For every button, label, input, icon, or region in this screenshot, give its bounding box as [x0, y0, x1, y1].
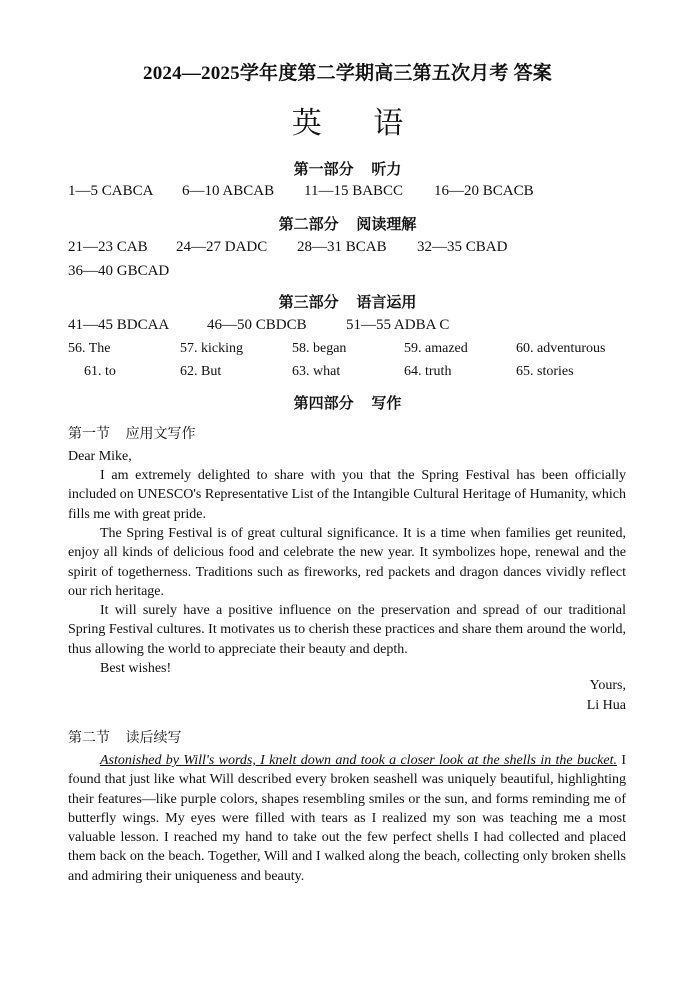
letter-sign-name: Li Hua — [586, 698, 626, 713]
letter-paragraph-3: It will surely have a positive influence on the preservation and spread of our traditional Spring Festival cultures. It motivates us to cherish these practices and share them around the world, thus allowing the world to appreciate their beauty and depth. — [68, 603, 626, 657]
fill-answer: 64. truth — [404, 364, 452, 379]
part4-heading: 第四部分 写作 — [293, 396, 402, 412]
part3-fill-row1 — [68, 341, 605, 357]
part2-answers-row2 — [68, 263, 169, 280]
part2-answers-row1 — [68, 239, 507, 256]
answer-group: 28—31 BCAB — [297, 239, 387, 255]
answer-group: 1—5 CABCA — [68, 183, 154, 199]
fill-answer: 58. began — [292, 341, 347, 356]
fill-answer: 56. The — [68, 341, 111, 356]
section1-label: 第一节 应用文写作 — [68, 427, 196, 442]
part3-fill-row2 — [84, 364, 574, 380]
part2-heading: 第二部分 阅读理解 — [278, 217, 417, 233]
fill-answer: 60. adventurous — [516, 341, 606, 356]
letter-paragraph-2: The Spring Festival is of great cultural significance. It is a time when families get reunited, enjoy all kinds of delicious food and celebrate the new year. It symbolizes hope, renewal and the spirit of togetherness. Traditions such as fireworks, red packets and dragon dances vividly reflect our rich heritage. — [68, 526, 626, 599]
letter-greeting: Dear Mike, — [68, 449, 132, 464]
answer-group: 6—10 ABCAB — [182, 183, 275, 199]
answer-group: 11—15 BABCC — [304, 183, 404, 199]
answer-group: 32—35 CBAD — [417, 239, 508, 255]
answer-group: 21—23 CAB — [68, 239, 148, 255]
section2-label: 第二节 读后续写 — [68, 731, 182, 746]
answer-group: 41—45 BDCAA — [68, 317, 170, 333]
part3-heading: 第三部分 语言运用 — [278, 295, 417, 311]
subject-title: 英 语 — [291, 107, 426, 140]
fill-answer: 59. amazed — [404, 341, 468, 356]
given-opening-sentence: Astonished by Will's words, I knelt down and took a closer look at the shells in the bucket. — [100, 753, 617, 768]
fill-answer: 61. to — [84, 364, 116, 379]
fill-answer: 57. kicking — [180, 341, 243, 356]
part1-heading: 第一部分 听力 — [293, 162, 402, 178]
fill-answer: 63. what — [292, 364, 341, 379]
answer-group: 46—50 CBDCB — [207, 317, 307, 333]
letter-paragraph-1: I am extremely delighted to share with you that the Spring Festival has been officially included on UNESCO's Representative List of the Intangible Cultural Heritage of Humanity, which fills me with great pride. — [68, 468, 626, 522]
answer-group: 51—55 ADBA C — [346, 317, 450, 333]
continuation-paragraph — [68, 751, 626, 886]
part3-answers-row1 — [68, 317, 449, 334]
answer-group: 16—20 BCACB — [434, 183, 534, 199]
page-title: 2024—2025学年度第二学期高三第五次月考 答案 — [143, 63, 552, 84]
letter-closing: Best wishes! — [100, 661, 172, 676]
answer-group: 36—40 GBCAD — [68, 263, 170, 279]
answer-group: 24—27 DADC — [176, 239, 268, 255]
letter-sign-yours: Yours, — [589, 678, 626, 693]
continuation-body: I found that just like what Will described every broken seashell was uniquely beautiful, highlighting their features—like purple colors, shapes resembling smiles or the sun, and forms reminding me of butterfly wings. My eyes were filled with tears as I realized my son was teaching me a most valuable lesson. I reached my hand to take out the few perfect shells I had collected and placed them back on the beach. Together, Will and I walked along the beach, collecting only broken shells and admiring their uniqueness and beauty. — [68, 753, 626, 884]
part1-answers — [68, 183, 534, 200]
fill-answer: 65. stories — [516, 364, 574, 379]
fill-answer: 62. But — [180, 364, 222, 379]
